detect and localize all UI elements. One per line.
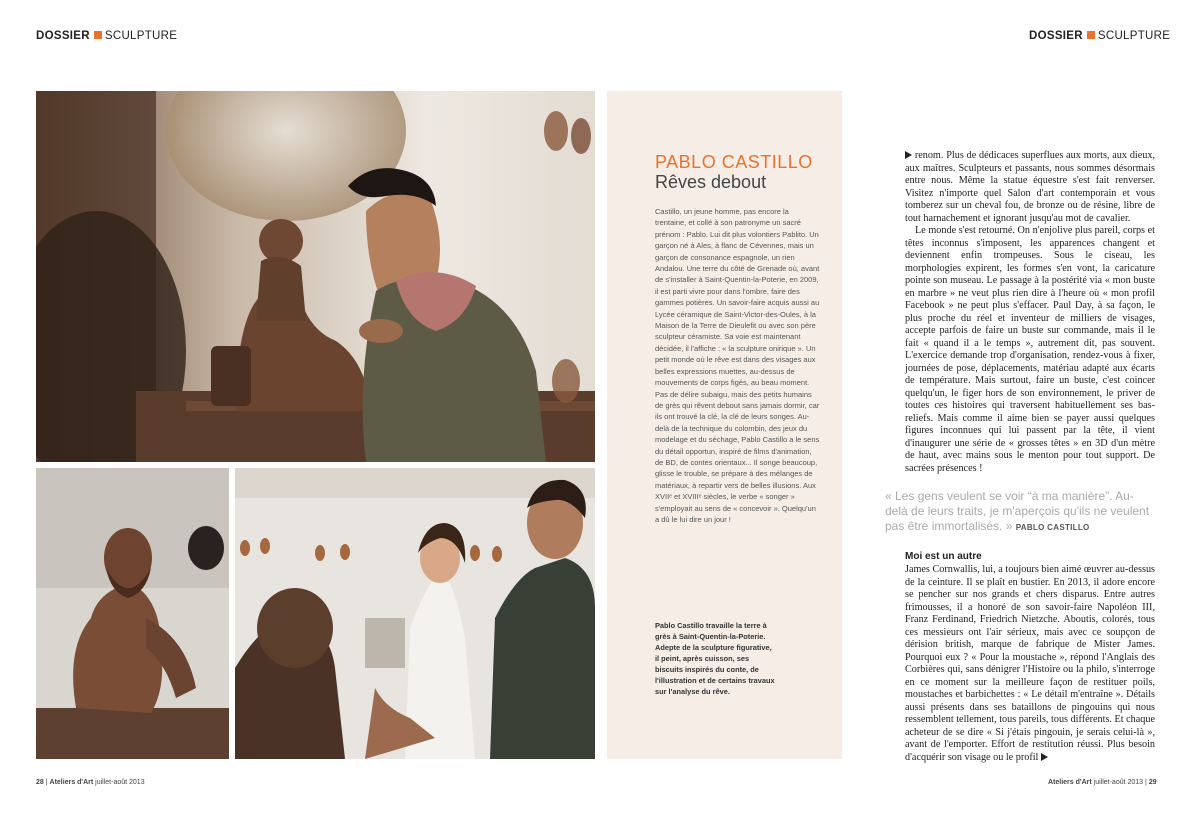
- photo-caption: Pablo Castillo travaille la terre à grès à Saint-Quentin-la-Poterie. Adepte de la sculpture figurative, il peint, après cuisson, ses biscuits inspirés du conte, de l'illustration et de certains travaux sur l'analyse du rêve.: [655, 621, 775, 696]
- intro-text: Castillo, un jeune homme, pas encore la trentaine, et collé à son patronyme un sacré prénom : Pablo. Lui dit plus volontiers Pablito. Un garçon né à Ales, à flanc de Cévennes, mais un garçon de consonance espagnole, un rien Andalou. Une terre du côté de Grenade où, avant de s'installer à Saint-Quentin-la-Poterie, en 2009, il est parti vivre pour dans l'ombre, faire des gammes potières. Un savoir-faire acquis aussi au Lycée céramique de Saint-Victor-des-Oules, à la Maison de la Terre de Dieulefit ou avec son père sculpteur céramiste. Sa voie est maintenant décidée, il l'affiche : « la sculpture onirique ». Un petit monde où le rêve est dans des visages aux belles expressions muettes, au-dessus de mouvements de corps figés, au beau moment. Pas de délire subaigu, mais des petits humains de grès qui rêvent debout sans jamais dormir, car ils ont trouvé la clé, la clé de leurs songes. Au-delà de la technique du colombin, des jeux du modelage et du séchage, Pablo Castillo a le sens du détail opportun, inspiré de films d'animation, de BD, de contes orientaux... Il songe beaucoup, glisse le trouble, se prépare à des mélanges de matériaux, à repartir vers de belles illusions. Aux XVIIᵉ et XVIIIᵉ siècles, le verbe « songer » s'employait au sens de « concevoir ». Quelqu'un a dû le lui dire un jour !: [655, 207, 820, 524]
- pull-quote-text: « Les gens veulent se voir “à ma manière”. Au-delà de leurs traits, je m'aperçois qu'ils ne veulent pas être immortalisés. »: [885, 489, 1150, 533]
- section-subhead: Moi est un autre: [905, 551, 982, 562]
- arrow-right-icon: [905, 151, 912, 159]
- issue-date: juillet-août 2013: [95, 779, 145, 786]
- pull-quote-author: PABLO CASTILLO: [1015, 523, 1090, 532]
- arrow-right-icon: [1041, 753, 1048, 761]
- magazine-name: Ateliers d'Art: [1048, 779, 1092, 786]
- section-label: SCULPTURE: [104, 30, 178, 42]
- workshop-photo: [235, 468, 595, 759]
- footer-left: [36, 779, 145, 786]
- accent-square-icon: [94, 31, 102, 39]
- main-photo: [36, 91, 595, 462]
- footer-separator: |: [45, 779, 48, 786]
- article-title: PABLO CASTILLO: [655, 152, 813, 172]
- magazine-name: Ateliers d'Art: [49, 779, 94, 786]
- body-paragraph-1: renom. Plus de dédicaces superflues aux morts, aux dieux, aux maîtres. Sculpteurs et passants, nous sommes désormais entre nous. Même la statue équestre s'est fait renverser. Visitez n'importe quel Salon d'art contemporain et vous tomberez sur un cheval fou, de bronze ou de résine, libre de tout harnachement et ignorant jusqu'au mot de cavalier.: [905, 150, 1155, 224]
- footer-right: [1048, 779, 1157, 786]
- section-label: SCULPTURE: [1097, 30, 1171, 42]
- running-header-left: [36, 30, 177, 42]
- pull-quote: [885, 489, 1155, 535]
- dossier-label: DOSSIER: [1029, 30, 1083, 42]
- sculpture-photo: [36, 468, 229, 759]
- body-column-top: [905, 150, 1155, 475]
- body-paragraph-2: Le monde s'est retourné. On n'enjolive plus pareil, corps et têtes inconnus s'imposent, les apparences changent et deviennent enfin trompeuses. Sous le ciseau, les morphologies expirent, les formes s'en vont, la caricature pointe son museau. Le passage à la postérité via « mon buste en marbre » ne veut plus rien dire à l'heure où « mon profil Facebook » ne peut plus s'effacer. Paul Day, à sa façon, le plus proche du réel et inventeur de milliers de visages, accepte parfois de faire un buste sur commande, mais il le fait « quand il a le temps », autrement dit, pas souvent. L'exercice demande trop d'organisation, rendez-vous à fixer, journées de pose, déplacements, matériau adapté aux écarts de température. Mais surtout, faire un buste, c'est coincer quelqu'un, le figer hors de son environnement, le priver de toutes ces histoires qui traversent habituellement ses bas-reliefs. Mais comme il aime bien se payer aussi quelques figures inconnues qui lui passent par la tête, il vient d'inaugurer une série de « grosses têtes » en 3D d'un mètre de haut, avec mains sous le menton pour tout support. De sacrées présences !: [905, 225, 1155, 474]
- body-paragraph-3: James Cornwallis, lui, a toujours bien aimé œuvrer au-dessus de la ceinture. Il se plaît en bustier. En 2013, il adore encore se pencher sur nos grands et chers disparus. Entre autres frimousses, il a honoré de son savoir-faire Napoléon III, Franz Ferdinand, Friedrich Nietzche. Aboutis, colorés, tous ces messieurs ont l'air sérieux, mais avec ce soupçon de dérision british, marque de fabrique de Mister James. Pourquoi eux ? « Pour la moustache », répond l'Anglais des Corbières qui, sans dénigrer l'Histoire ou la philo, s'interroge en ce moment sur la meilleure façon de restituer poils, moustaches et barbichettes : « Le détail m'entraîne ». Détails aussi présents dans ses bataillons de pingouins qui nous ressemblent tellement, tous pareils, tous différents. Et chaque acheteur de se dire « Si j'étais pingouin, je serais celui-là », avant de l'emporter. Effort de restitution réussi. Plus besoin d'acquérir son visage ou le profil: [905, 564, 1155, 763]
- accent-square-icon: [1087, 31, 1095, 39]
- footer-separator: |: [1145, 779, 1147, 786]
- issue-date: juillet-août 2013: [1093, 779, 1144, 786]
- page-number-left: 28: [36, 779, 44, 786]
- dossier-label: DOSSIER: [36, 30, 90, 42]
- page-number-right: 29: [1148, 779, 1157, 786]
- running-header-right: [1029, 30, 1170, 42]
- body-column-bottom: [905, 564, 1155, 764]
- article-subtitle: Rêves debout: [655, 172, 767, 192]
